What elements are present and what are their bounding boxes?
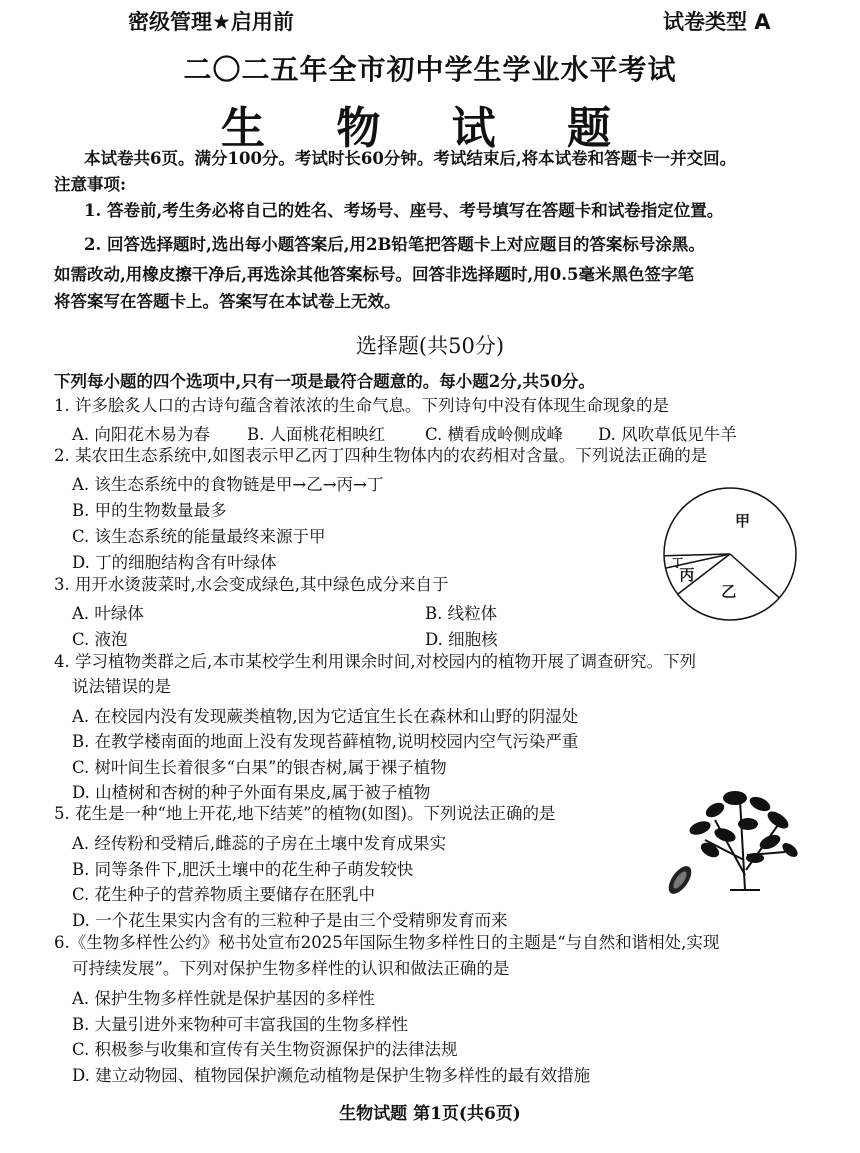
subject-title: 生 物 试 题: [221, 103, 639, 154]
q5-option-d: D. 一个花生果实内含有的三粒种子是由三个受精卵发育而来: [72, 911, 508, 930]
q6-option-a: A. 保护生物多样性就是保护基因的多样性: [72, 989, 375, 1008]
page-footer: 生物试题 第1页(共6页): [339, 1104, 521, 1124]
q2-option-a: A. 该生态系统中的食物链是甲→乙→丙→丁: [72, 475, 384, 494]
pie-label-3: 丁: [672, 556, 684, 570]
q5-option-c: C. 花生种子的营养物质主要储存在胚乳中: [72, 885, 376, 904]
q3-option-c: C. 液泡: [72, 630, 128, 649]
q4-option-c: C. 树叶间生长着很多“白果”的银杏树,属于裸子植物: [72, 758, 447, 777]
question-4-stem-line-2: 说法错误的是: [72, 677, 171, 696]
notice-title: 注意事项:: [54, 175, 127, 194]
q4-option-d: D. 山楂树和杏树的种子外面有果皮,属于被子植物: [72, 783, 431, 802]
q3-option-b: B. 线粒体: [425, 604, 498, 623]
pesticide-pie-chart: [660, 484, 800, 624]
pie-label-0: 甲: [734, 511, 750, 530]
notice-line-3: 如需改动,用橡皮擦干净后,再选涂其他答案标号。回答非选择题时,用0.5毫米黑色签字笔: [54, 265, 694, 284]
q1-option-c: C. 横看成岭侧成峰: [425, 425, 564, 444]
q5-option-a: A. 经传粉和受精后,雌蕊的子房在土壤中发育成果实: [72, 834, 447, 853]
question-6-stem-line-1: 6.《生物多样性公约》秘书处宣布2025年国际生物多样性日的主题是“与自然和谐相处,实现: [54, 933, 720, 952]
intro-text: 本试卷共6页。满分100分。考试时长60分钟。考试结束后,将本试卷和答题卡一并交回。: [84, 149, 737, 168]
section-instruction: 下列每小题的四个选项中,只有一项是最符合题意的。每小题2分,共50分。: [54, 372, 595, 391]
q2-option-c: C. 该生态系统的能量最终来源于甲: [72, 527, 326, 546]
question-5-stem: 5. 花生是一种“地上开花,地下结荚”的植物(如图)。下列说法正确的是: [54, 804, 556, 823]
q6-option-d: D. 建立动物园、植物园保护濒危动植物是保护生物多样性的最有效措施: [72, 1066, 591, 1085]
confidential-label: 密级管理★启用前: [128, 10, 294, 34]
question-1-stem: 1. 许多脍炙人口的古诗句蕴含着浓浓的生命气息。下列诗句中没有体现生命现象的是: [54, 396, 669, 415]
q6-option-c: C. 积极参与收集和宣传有关生物资源保护的法律法规: [72, 1040, 458, 1059]
question-2-stem: 2. 某农田生态系统中,如图表示甲乙丙丁四种生物体内的农药相对含量。下列说法正确的是: [54, 446, 708, 465]
q1-option-a: A. 向阳花木易为春: [72, 425, 210, 444]
q3-option-a: A. 叶绿体: [72, 604, 144, 623]
pie-label-2: 丙: [679, 566, 695, 585]
paper-type-label: 试卷类型 A: [663, 10, 771, 34]
q5-option-b: B. 同等条件下,肥沃土壤中的花生种子萌发较快: [72, 860, 414, 879]
notice-line-4: 将答案写在答题卡上。答案写在本试卷上无效。: [54, 292, 401, 311]
notice-line-1: 1. 答卷前,考生务必将自己的姓名、考场号、座号、考号填写在答题卡和试卷指定位置。: [84, 201, 724, 220]
q1-option-d: D. 风吹草低见牛羊: [598, 425, 737, 444]
q2-option-b: B. 甲的生物数量最多: [72, 501, 227, 520]
q4-option-b: B. 在教学楼南面的地面上没有发现苔藓植物,说明校园内空气污染严重: [72, 732, 579, 751]
question-6-stem-line-2: 可持续发展”。下列对保护生物多样性的认识和做法正确的是: [72, 959, 510, 978]
q1-option-b: B. 人面桃花相映红: [247, 425, 386, 444]
q3-option-d: D. 细胞核: [425, 630, 498, 649]
q6-option-b: B. 大量引进外来物种可丰富我国的生物多样性: [72, 1015, 409, 1034]
exam-title: 二〇二五年全市初中学生学业水平考试: [183, 53, 677, 86]
peanut-plant-illustration: [660, 780, 810, 900]
section-title: 选择题(共50分): [355, 334, 505, 358]
q4-option-a: A. 在校园内没有发现蕨类植物,因为它适宜生长在森林和山野的阴湿处: [72, 707, 579, 726]
question-4-stem-line-1: 4. 学习植物类群之后,本市某校学生利用课余时间,对校园内的植物开展了调查研究。下列: [54, 652, 696, 671]
notice-line-2: 2. 回答选择题时,选出每小题答案后,用2B铅笔把答题卡上对应题目的答案标号涂黑。: [84, 235, 705, 254]
q2-option-d: D. 丁的细胞结构含有叶绿体: [72, 553, 277, 572]
question-3-stem: 3. 用开水烫菠菜时,水会变成绿色,其中绿色成分来自于: [54, 575, 449, 594]
pie-label-1: 乙: [721, 582, 737, 601]
